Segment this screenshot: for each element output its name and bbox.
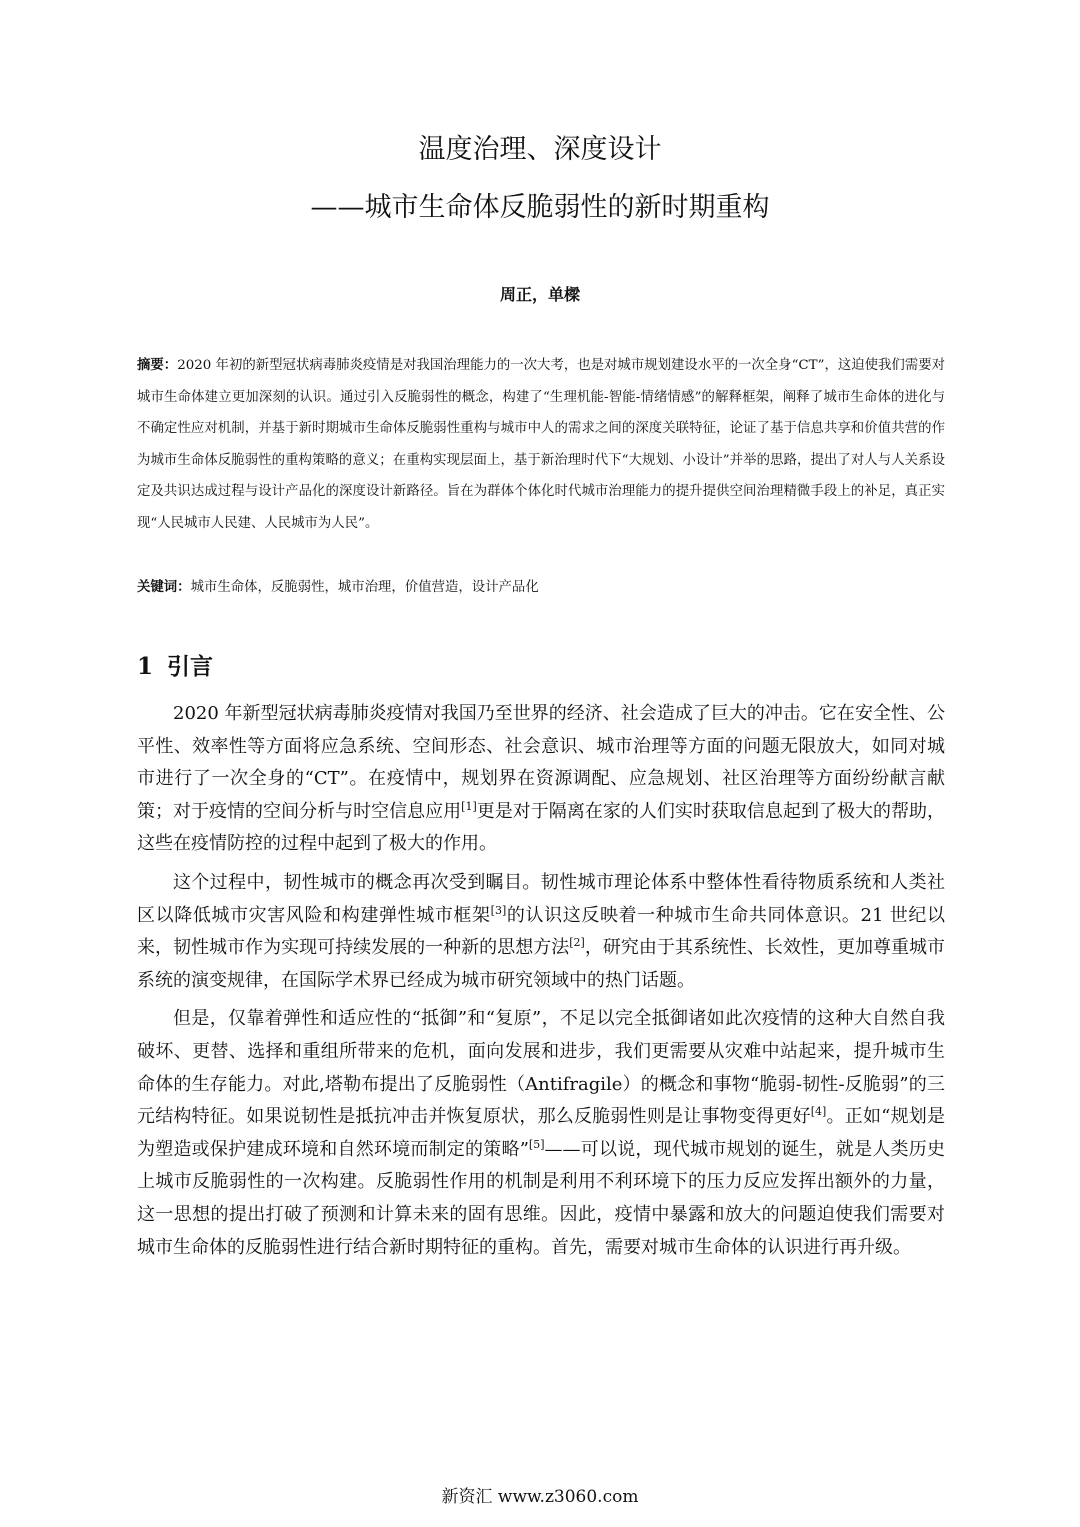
- paragraph-1-tail: 更是对于隔离在家的人们实时获取信息起到了极大的帮助，这些在疫情防控的过程中起到了极大的作用。: [137, 800, 946, 855]
- keywords-label: 关键词：: [137, 580, 191, 595]
- paragraph-2-text-c: ，研究由于其系统性、长效性，更加尊重城市系统的演变规律，在国际学术界已经成为城市研究领域中的热门话题。: [137, 937, 946, 991]
- paragraph-2-text-a: 这个过程中，韧性城市的概念再次受到瞩目。韧性城市理论体系中整体性看待物质系统和人类社区以降低城市灾害风险和构建弹性城市框架: [137, 871, 945, 926]
- paper-subtitle: ——城市生命体反脆弱性的新时期重构: [310, 192, 770, 223]
- citation-ref: [3]: [490, 903, 507, 917]
- section-number: 1: [137, 653, 154, 680]
- paragraph-1-text: 2020 年新型冠状病毒肺炎疫情对我国乃至世界的经济、社会造成了巨大的冲击。它在安全性、公平性、效率性等方面将应急系统、空间形态、社会意识、城市治理等方面的问题无限放大，如同对城市进行了一次全身的“CT”。在疫情中，规划界在资源调配、应急规划、社区治理等方面纷纷献言献策；对于疫情的空间分析与时空信息应用: [137, 703, 945, 822]
- citation-ref: [5]: [528, 1137, 545, 1151]
- abstract-text: 2020 年初的新型冠状病毒肺炎疫情是对我国治理能力的一次大考，也是对城市规划建设水平的一次全身“CT”，这迫使我们需要对城市生命体建立更加深刻的认识。通过引入反脆弱性的概念，构建了“生理机能-智能-情绪情感”的解释框架，阐释了城市生命体的进化与不确定性应对机制，并基于新时期城市生命体反脆弱性重构与城市中人的需求之间的深度关联特征，论证了基于信息共享和价值共营的作为城市生命体反脆弱性的重构策略的意义；在重构实现层面上，基于新治理时代下“大规划、小设计”并举的思路，提出了对人与人关系设定及共识达成过程与设计产品化的深度设计新路径。旨在为群体个体化时代城市治理能力的提升提供空间治理精微手段上的补足，真正实现“人民城市人民建、人民城市为人民”。: [137, 358, 946, 531]
- footer-watermark: 新资汇 www.z3060.com: [441, 1487, 639, 1507]
- keywords: [137, 574, 945, 602]
- paragraph-3-text-a: 但是，仅靠着弹性和适应性的“抵御”和“复原”，不足以完全抵御诸如此次疫情的这种大自然自我破坏、更替、选择和重组所带来的危机，面向发展和进步，我们更需要从灾难中站起来，提升城市生命体的生存能力。对此,塔勒布提出了反脆弱性（Antifragile）的概念和事物“脆弱-韧性-反脆弱”的三元结构特征。如果说韧性是抵抗冲击并恢复原状，那么反脆弱性则是让事物变得更好: [137, 1008, 945, 1128]
- section-title: 引言: [167, 654, 214, 680]
- paragraph-2: [137, 867, 945, 997]
- citation-ref: [2]: [569, 936, 585, 950]
- paragraph-3-text-c: ——可以说，现代城市规划的诞生，就是人类历史上城市反脆弱性的一次构建。反脆弱性作用的机制是利用不利环境下的压力反应发挥出额外的力量，这一思想的提出打破了预测和计算未来的固有思维。因此，疫情中暴露和放大的问题迫使我们需要对城市生命体的反脆弱性进行结合新时期特征的重构。首先，需要对城市生命体的认识进行再升级。: [137, 1138, 946, 1258]
- section-heading: [137, 649, 213, 685]
- abstract-label: 摘要：: [137, 358, 178, 373]
- body-text: [137, 698, 945, 1264]
- abstract: [137, 350, 945, 540]
- paper-authors: 周正，单樑: [499, 285, 580, 304]
- paragraph-3-text-b: 。正如“规划是为塑造或保护建成环境和自然环境而制定的策略”: [137, 1106, 946, 1160]
- paragraph-3: [137, 1003, 945, 1264]
- citation-ref: [1]: [461, 799, 477, 813]
- paragraph-2-text-b: 的认识这反映着一种城市生命共同体意识。21 世纪以来，韧性城市作为实现可持续发展的一种新的思想方法: [137, 904, 946, 959]
- keywords-text: 城市生命体，反脆弱性，城市治理，价值营造，设计产品化: [190, 580, 539, 595]
- paragraph-1: [137, 698, 945, 861]
- paper-title: 温度治理、深度设计: [418, 134, 662, 165]
- citation-ref: [4]: [810, 1105, 827, 1119]
